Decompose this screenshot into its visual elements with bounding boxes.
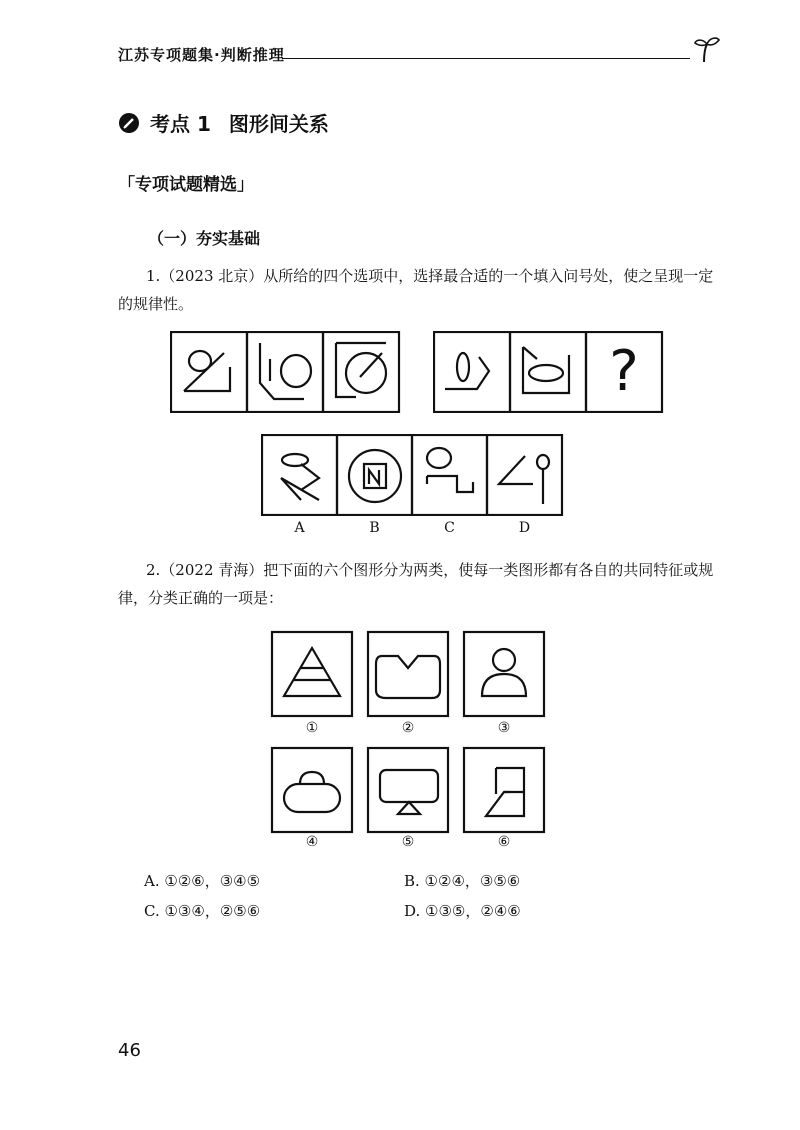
q2-text: 2.（2022 青海）把下面的六个图形分为两类，使每一类图形都有各自的共同特征或规律，分类正确的一项是：	[118, 561, 714, 607]
sprout-icon	[690, 34, 724, 64]
choice-b[interactable]: B. ①②④，③⑤⑥	[404, 872, 521, 890]
choice-c[interactable]: C. ①③④，②⑤⑥	[144, 902, 261, 920]
header-rule	[282, 58, 690, 59]
section-heading: 图形间关系	[228, 112, 329, 136]
figure-label-3: ③	[497, 720, 511, 736]
figure-1	[272, 632, 352, 716]
stem-box-1	[171, 332, 247, 412]
figure-6	[464, 748, 544, 832]
choice-d[interactable]: D. ①③⑤，②④⑥	[404, 902, 521, 920]
section-title	[118, 108, 329, 137]
q1-options	[261, 434, 565, 516]
option-box-d	[487, 435, 562, 515]
stem-box-5	[510, 332, 586, 412]
q2-figures-row2	[270, 746, 550, 834]
option-label-d: D	[518, 520, 531, 536]
option-label-b: B	[369, 520, 380, 536]
choice-a[interactable]: A. ①②⑥，③④⑤	[144, 872, 261, 890]
option-box-a	[262, 435, 337, 515]
q1-text: 1.（2023 北京）从所给的四个选项中，选择最合适的一个填入问号处，使之呈现一定的规律性。	[118, 267, 714, 313]
question-mark: ?	[609, 339, 639, 404]
pencil-badge-icon	[118, 112, 140, 134]
page-number: 46	[118, 1040, 141, 1061]
figure-label-2: ②	[401, 720, 415, 736]
figure-2	[368, 632, 448, 716]
figure-label-4: ④	[305, 834, 319, 850]
level-heading: （一）夯实基础	[148, 229, 261, 248]
subheading: 「专项试题精选」	[118, 175, 254, 195]
option-label-a: A	[294, 520, 305, 536]
q2-figures-row1	[270, 630, 550, 718]
figure-label-5: ⑤	[401, 834, 415, 850]
stem-box-4	[434, 332, 510, 412]
q1-stem-left	[170, 331, 402, 413]
figure-label-1: ①	[305, 720, 319, 736]
figure-4	[272, 748, 352, 832]
option-label-c: C	[444, 520, 455, 536]
figure-label-6: ⑥	[497, 834, 511, 850]
running-header: 江苏专项题集·判断推理	[118, 46, 285, 64]
section-number: 考点 1	[150, 112, 211, 136]
